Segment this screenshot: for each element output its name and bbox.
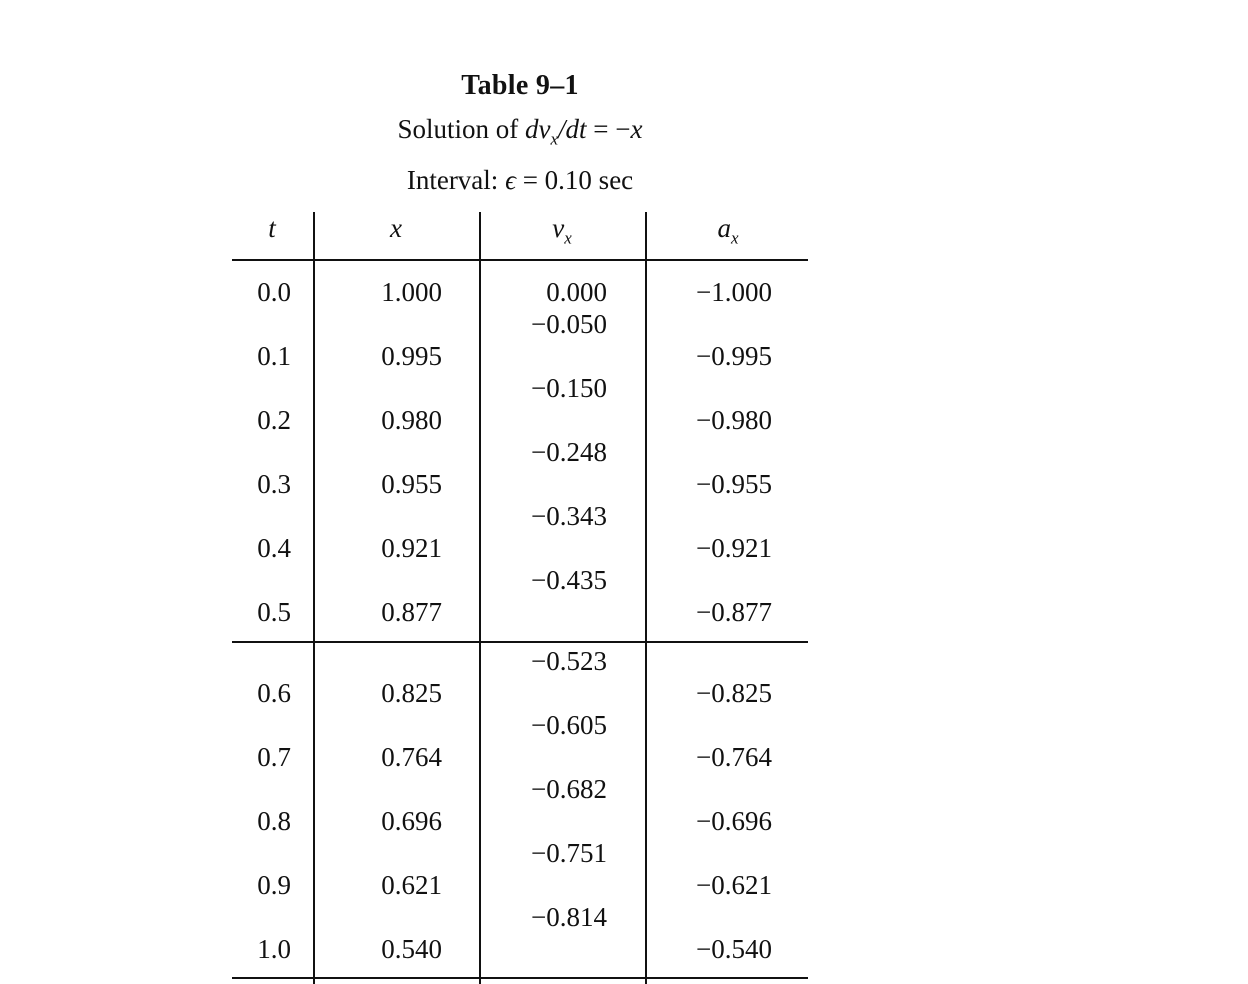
cell-t: 0.4	[257, 533, 291, 563]
table-title: Table 9–1	[461, 70, 579, 101]
cell-v-half: −0.150	[531, 373, 607, 403]
cell-a: −0.995	[696, 341, 772, 371]
cell-t: 0.6	[257, 678, 291, 708]
interval-value: = 0.10 sec	[515, 165, 634, 195]
cell-x: 0.921	[381, 533, 442, 563]
cell-v-half: −0.050	[531, 309, 607, 339]
header-ax	[646, 213, 810, 248]
cell-x: 0.621	[381, 870, 442, 900]
header-vx	[480, 213, 644, 248]
cell-t: 0.0	[257, 277, 291, 307]
cell-t: 0.2	[257, 405, 291, 435]
cell-v-half: −0.248	[531, 437, 607, 467]
subtitle-eq: = −	[586, 114, 631, 144]
cell-x: 0.764	[381, 742, 442, 772]
header-t: t	[268, 213, 276, 243]
header-vx-main: v	[552, 213, 565, 243]
cell-t: 0.8	[257, 806, 291, 836]
table-subtitle	[330, 114, 710, 149]
cell-a: −0.955	[696, 469, 772, 499]
subtitle-math-dt: /dt	[558, 114, 587, 144]
cell-x: 0.995	[381, 341, 442, 371]
cell-a: −0.921	[696, 533, 772, 563]
column-divider-1	[313, 212, 315, 984]
subtitle-math-dv: dv	[525, 114, 551, 144]
cell-x: 0.696	[381, 806, 442, 836]
cell-x: 0.540	[381, 934, 442, 964]
cell-a: −0.696	[696, 806, 772, 836]
header-vx-sub: x	[564, 228, 572, 248]
bottom-rule	[232, 977, 808, 979]
subtitle-sub: x	[550, 129, 559, 149]
header-x: x	[390, 213, 402, 243]
header-ax-main: a	[717, 213, 731, 243]
header-rule	[232, 259, 808, 261]
cell-v: 0.000	[546, 277, 607, 307]
subtitle-math-x: x	[630, 114, 643, 144]
column-divider-2	[479, 212, 481, 984]
cell-x: 0.877	[381, 597, 442, 627]
cell-v-half: −0.605	[531, 710, 607, 740]
mid-rule	[232, 641, 808, 643]
cell-a: −0.980	[696, 405, 772, 435]
column-divider-3	[645, 212, 647, 984]
cell-x: 0.825	[381, 678, 442, 708]
cell-v-half: −0.343	[531, 501, 607, 531]
cell-t: 0.7	[257, 742, 291, 772]
cell-t: 0.5	[257, 597, 291, 627]
cell-v-half: −0.814	[531, 902, 607, 932]
subtitle-prefix: Solution of	[397, 114, 525, 144]
interval-symbol: ϵ	[505, 165, 516, 195]
cell-a: −1.000	[696, 277, 772, 307]
cell-a: −0.877	[696, 597, 772, 627]
cell-t: 0.3	[257, 469, 291, 499]
cell-x: 0.980	[381, 405, 442, 435]
cell-a: −0.764	[696, 742, 772, 772]
cell-a: −0.825	[696, 678, 772, 708]
cell-v-half: −0.751	[531, 838, 607, 868]
cell-t: 0.9	[257, 870, 291, 900]
cell-a: −0.621	[696, 870, 772, 900]
cell-t: 0.1	[257, 341, 291, 371]
cell-v-half: −0.523	[531, 646, 607, 676]
cell-v-half: −0.435	[531, 565, 607, 595]
cell-x: 1.000	[381, 277, 442, 307]
interval-label: Interval:	[406, 165, 506, 195]
cell-x: 0.955	[381, 469, 442, 499]
table-interval	[340, 165, 700, 196]
cell-v-half: −0.682	[531, 774, 607, 804]
header-ax-sub: x	[730, 228, 739, 248]
cell-a: −0.540	[696, 934, 772, 964]
cell-t: 1.0	[257, 934, 291, 964]
